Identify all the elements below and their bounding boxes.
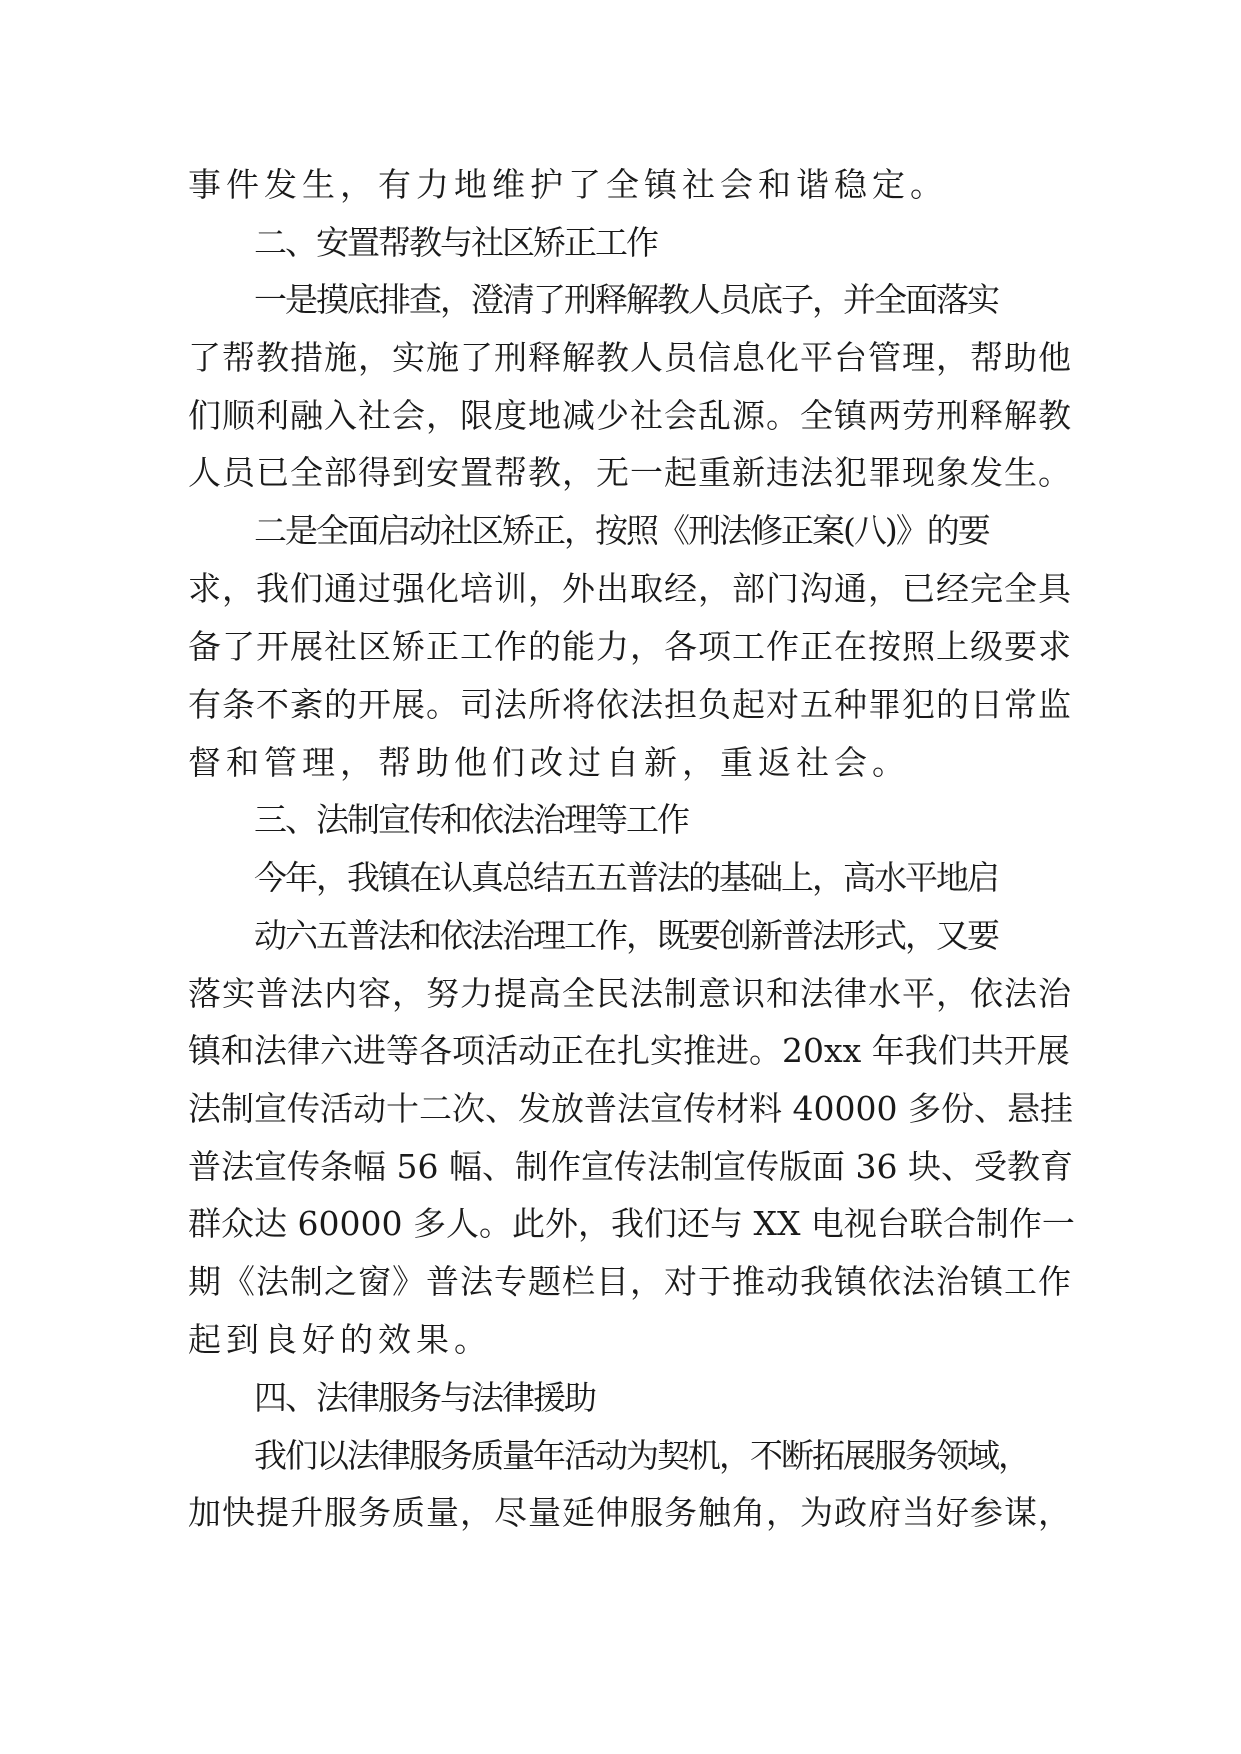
paragraph-line: 法制宣传活动十二次、发放普法宣传材料 40000 多份、悬挂	[188, 1089, 1073, 1128]
paragraph-line: 加快提升服务质量，尽量延伸服务触角，为政府当好参谋，	[188, 1493, 1072, 1532]
paragraph-line: 今年，我镇在认真总结五五普法的基础上，高水平地启	[254, 858, 998, 897]
paragraph-line: 期《法制之窗》普法专题栏目，对于推动我镇依法治镇工作	[188, 1262, 1072, 1301]
paragraph-line: 人员已全部得到安置帮教，无一起重新违法犯罪现象发生。	[188, 453, 1072, 492]
section-heading: 四、法律服务与法律援助	[254, 1378, 595, 1417]
paragraph-line: 备了开展社区矫正工作的能力，各项工作正在按照上级要求	[188, 627, 1072, 666]
section-heading: 三、法制宣传和依法治理等工作	[254, 800, 688, 839]
paragraph-line: 起到良好的效果。	[188, 1320, 492, 1359]
paragraph-line: 群众达 60000 多人。此外，我们还与 XX 电视台联合制作一	[188, 1204, 1075, 1243]
paragraph-line: 们顺利融入社会，限度地减少社会乱源。全镇两劳刑释解教	[188, 396, 1072, 435]
paragraph-line: 镇和法律六进等各项活动正在扎实推进。20xx 年我们共开展	[188, 1031, 1070, 1070]
paragraph-line: 事件发生，有力地维护了全镇社会和谐稳定。	[188, 165, 948, 204]
paragraph-line: 我们以法律服务质量年活动为契机，不断拓展服务领域，	[254, 1436, 1029, 1475]
paragraph-line: 求，我们通过强化培训，外出取经，部门沟通，已经完全具	[188, 569, 1072, 608]
paragraph-line: 二是全面启动社区矫正，按照《刑法修正案(八)》的要	[254, 511, 989, 550]
paragraph-line: 有条不紊的开展。司法所将依法担负起对五种罪犯的日常监	[188, 685, 1072, 724]
paragraph-line: 一是摸底排查，澄清了刑释解教人员底子，并全面落实	[254, 280, 998, 319]
paragraph-line: 落实普法内容，努力提高全民法制意识和法律水平，依法治	[188, 974, 1072, 1013]
paragraph-line: 了帮教措施，实施了刑释解教人员信息化平台管理，帮助他	[188, 338, 1072, 377]
paragraph-line: 普法宣传条幅 56 幅、制作宣传法制宣传版面 36 块、受教育	[188, 1147, 1073, 1186]
section-heading: 二、安置帮教与社区矫正工作	[254, 223, 657, 262]
paragraph-line: 督和管理，帮助他们改过自新，重返社会。	[188, 743, 910, 782]
paragraph-line: 动六五普法和依法治理工作，既要创新普法形式，又要	[254, 916, 998, 955]
